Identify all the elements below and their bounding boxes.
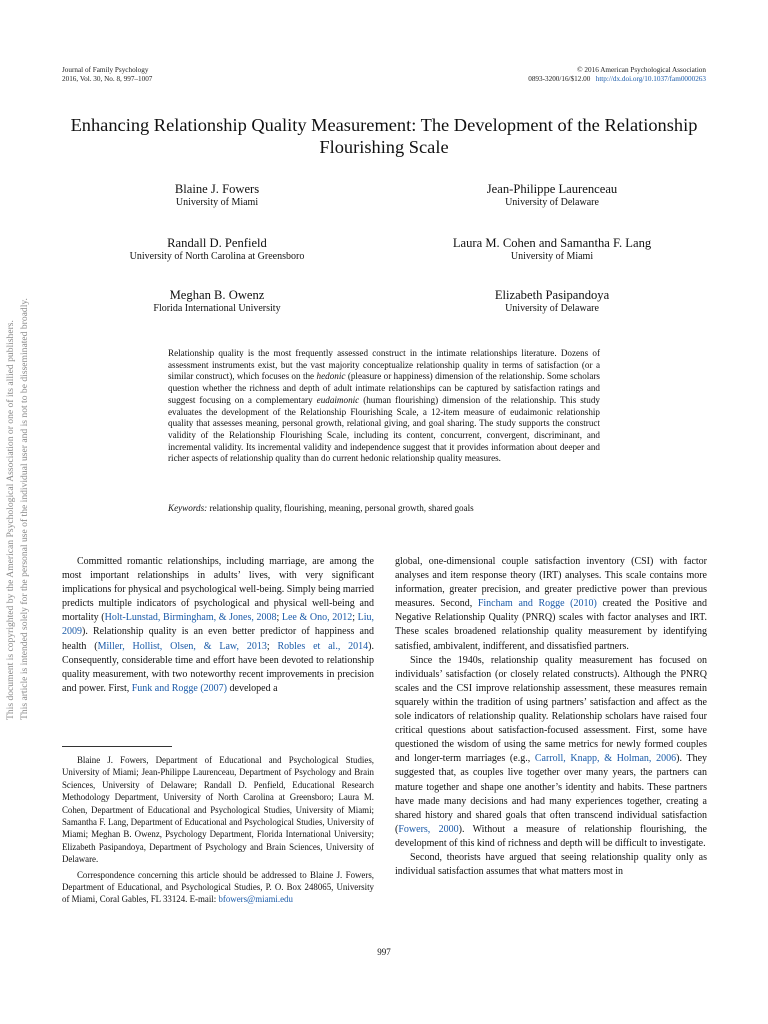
body-text: Since the 1940s, relationship quality measurement has focused on individuals’ satisfaction (or closely related constructs). Although the PNRQ scales and the CSI improve relationship assessment, these measures remain squarely within the tradition of using partners’ satisfaction and affect as the sole indicators of relationship quality. Relationship scholars have raised four critical questions about satisfaction-focused assessment. First, some have questioned the wisdom of using the same metrics for newly formed couples and longer-term marriages (e.g., — [395, 654, 707, 765]
article-title: Enhancing Relationship Quality Measurement: The Development of the Relationship Flourishing Scale — [70, 115, 698, 157]
author-block — [67, 288, 367, 315]
author-name: Elizabeth Pasipandoya — [494, 288, 610, 302]
journal-name: Journal of Family Psychology — [62, 66, 149, 74]
citation-link[interactable]: Robles et al., 2014 — [277, 640, 369, 652]
citation-link[interactable]: Liu, 2009 — [62, 612, 374, 638]
body-text: global, one-dimensional couple satisfaction inventory (CSI) with factor analyses and item response theory (IRT) analyses. This scale contains more information, greater precision, and greater predictive power than previous measures. Second, — [395, 556, 707, 610]
copyright-side-notice — [4, 298, 32, 720]
abstract-term: hedonic — [316, 371, 346, 382]
body-left-column — [62, 555, 374, 696]
page-number: 997 — [377, 947, 391, 957]
author-affiliation: University of Miami — [175, 197, 259, 208]
body-text: created the Positive and Negative Relationship Quality (PNRQ) scales with factor analyses and IRT. These scales broadened relationship quality measurement by identifying satisfied, ambivalent, indifferent, and dissatisfied partners. — [395, 598, 707, 652]
abstract-text: (human flourishing) dimension of the relationship. This study evaluates the development of the Relationship Flourishing Scale, a 12-item measure of eudaimonic relationship quality that assesses meaning, personal growth, relational giving, and goal sharing. The study supports the construct validity of the Relationship Flourishing Scale, including its content, concurrent, convergent, discriminant, and incremental validity. Its incremental validity and independence suggest that it provides information about deeper and richer aspects of relationship quality than do current hedonic relationship quality measures. — [168, 394, 600, 464]
body-paragraph: Committed romantic relationships, including marriage, are among the most important relationships in adults’ lives, with very significant implications for physical and psychological well-being. Simply being married predicts multiple indicators of psychological and physical well-being and mortality (Holt-Lunstad, Birmingham, & Jones, 2008; Lee & Ono, 2012; Liu, 2009). Relationship quality is an even better predictor of happiness and health (Miller, Hollist, Olsen, & Law, 2013; Robles et al., 2014). Consequently, considerable time and effort have been devoted to relationship quality measurement, with two noteworthy recent improvements in precision and power. First, Funk and Rogge (2007) developed a — [62, 556, 375, 694]
citation-link[interactable]: Fincham and Rogge (2010) — [477, 598, 597, 610]
body-paragraph — [395, 654, 707, 851]
body-text: developed a — [227, 682, 278, 694]
author-name: Randall D. Penfield — [167, 236, 267, 250]
author-block — [402, 236, 702, 263]
author-name: Meghan B. Owenz — [169, 288, 265, 302]
side-notice-line: This article is intended solely for the personal use of the individual user and is not to be disseminated broadly. — [19, 298, 30, 720]
citation-link[interactable]: Fowers, 2000 — [398, 823, 459, 835]
journal-volume: 2016, Vol. 30, No. 8, 997–1007 — [62, 74, 153, 83]
author-affiliation: University of Delaware — [505, 197, 599, 208]
keywords-label: Keywords: — [168, 503, 208, 513]
citation-link[interactable]: Miller, Hollist, Olsen, & Law, 2013 — [97, 640, 267, 652]
citation-link[interactable]: Lee & Ono, 2012 — [281, 612, 353, 624]
author-affiliation: University of Miami — [510, 251, 594, 262]
abstract-text: (pleasure or happiness) dimension of the relationship. Some scholars question whether the richness and depth of adult intimate relationships can be captured by satisfaction ratings and suggest focusing on a complementary — [168, 371, 600, 405]
copyright-line: © 2016 American Psychological Association — [577, 66, 706, 74]
body-text: Committed romantic relationships, including marriage, are among the most important relationships in adults’ lives, with very significant implications for physical and psychological well-being. Simply being married predicts multiple indicators of psychological and physical well-being and mortality ( — [62, 556, 374, 624]
citation-link[interactable]: Funk and Rogge (2007) — [131, 682, 227, 694]
author-name: Jean-Philippe Laurenceau — [486, 182, 618, 196]
correspondence-text: Correspondence concerning this article should be addressed to Blaine J. Fowers, Department of Educational, and Psychological Studies, P. O. Box 248065, University of Miami, Coral Gables, FL 33124. E-mail: — [62, 869, 374, 905]
body-text: ). Consequently, considerable time and effort have been devoted to relationship quality measurement, with two noteworthy recent improvements in precision and power. First, — [62, 640, 375, 694]
body-text: ). Relationship quality is an even better predictor of happiness and health ( — [62, 626, 374, 652]
issn: 0893-3200/16/$12.00 — [528, 74, 591, 83]
author-affiliation: Florida International University — [153, 303, 281, 314]
author-block — [402, 288, 702, 315]
author-name: Laura M. Cohen and Samantha F. Lang — [452, 236, 652, 250]
author-affiliation: University of Delaware — [505, 303, 599, 314]
author-note-affiliations: Blaine J. Fowers, Department of Educational and Psychological Studies, University of Miami; Jean-Philippe Laurenceau, Department of Psychology and Brain Sciences, University of Delaware; Randall D. Penfield, Educational Research Methodology Department, University of North Carolina at Greensboro; Laura M. Cohen, Department of Educational and Psychological Studies, University of Miami; Samantha F. Lang, Department of Educational and Psychological Studies, University of Miami; Meghan B. Owenz, Psychology Department, Florida International University; Elizabeth Pasipandoya, Department of Psychology and Brain Sciences, University of Delaware. — [62, 755, 374, 865]
email-link[interactable]: bfowers@miami.edu — [218, 894, 293, 905]
body-right-column — [395, 555, 707, 879]
citation-link[interactable]: Carroll, Knapp, & Holman, 2006 — [534, 753, 677, 765]
doi-link[interactable]: http://dx.doi.org/10.1037/fam0000263 — [595, 74, 706, 83]
keywords — [168, 503, 600, 515]
body-text: ). They suggested that, as couples live together over many years, the partners can mature together and shape one another’s identity and habits. These partners have made many decisions and had many experiences together, creating a shared history and shared goals that often transcend individual satisfaction ( — [395, 753, 708, 835]
author-note — [62, 754, 374, 906]
body-text: ). Without a measure of relationship flourishing, the development of this kind of richness and depth will be difficult to investigate. — [395, 823, 707, 849]
author-block — [67, 182, 367, 209]
copyright-header — [528, 66, 706, 83]
body-paragraph: Second, theorists have argued that seeing relationship quality only as individual satisfaction assumes that what matters most in — [395, 851, 707, 878]
author-block — [67, 236, 367, 263]
journal-header — [62, 66, 152, 83]
footnote-divider — [62, 746, 172, 747]
author-note-correspondence — [62, 869, 374, 906]
keywords-list: relationship quality, flourishing, meaning, personal growth, shared goals — [207, 503, 474, 513]
author-affiliation: University of North Carolina at Greensboro — [129, 251, 305, 262]
author-name: Blaine J. Fowers — [174, 182, 260, 196]
issn-doi-line — [528, 75, 706, 84]
abstract-text: Relationship quality is the most frequently assessed construct in the intimate relationships literature. Dozens of assessment instruments exist, but the vast majority conceptualize relationship quality in terms of satisfaction (or a similar construct), which focuses on the — [168, 348, 600, 382]
abstract — [168, 348, 600, 465]
body-paragraph — [395, 555, 707, 654]
author-block — [402, 182, 702, 209]
citation-link[interactable]: Holt-Lunstad, Birmingham, & Jones, 2008 — [104, 612, 277, 624]
side-notice-line: This document is copyrighted by the American Psychological Association or one of its allied publishers. — [5, 320, 16, 720]
abstract-term: eudaimonic — [316, 394, 360, 405]
